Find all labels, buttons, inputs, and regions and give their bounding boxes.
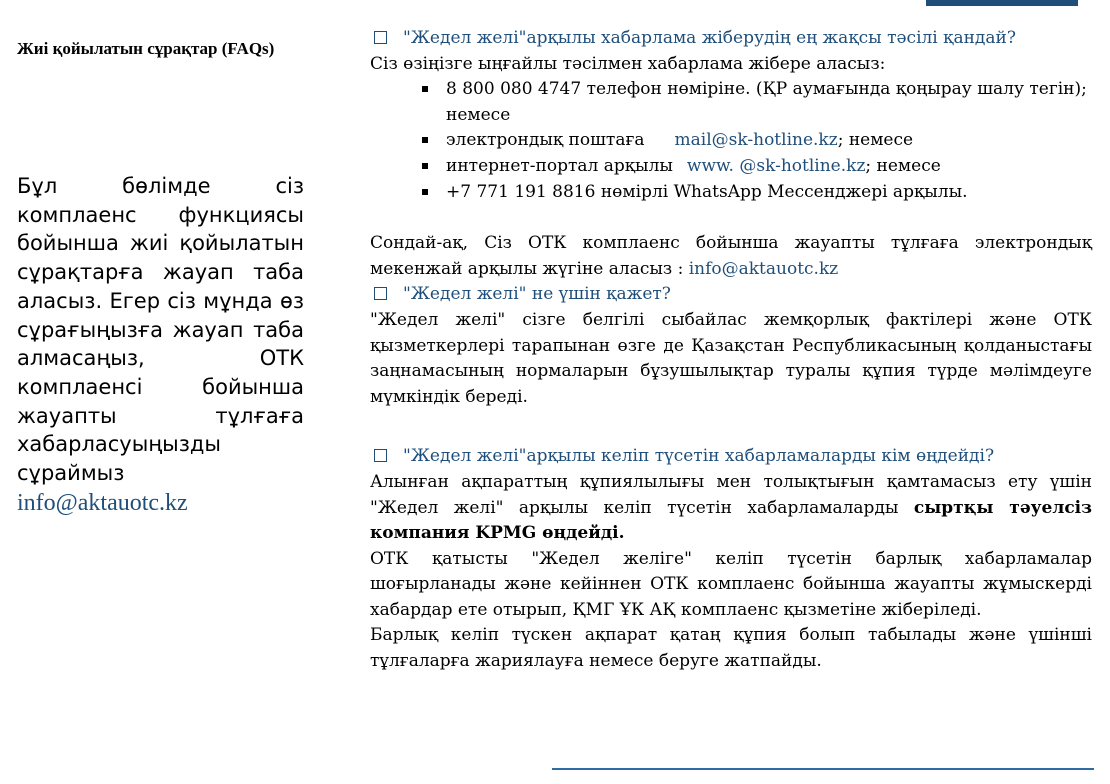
top-accent-bar [926,0,1078,6]
bullet-icon [422,86,428,92]
spacer [370,436,1092,444]
spacer [370,205,1092,231]
contact-phone-text: 8 800 080 4747 телефон нөміріне. (ҚР аумағында қоңырау шалу тегін); немесе [446,79,1087,125]
left-intro [17,172,304,518]
contact-email-label: электрондық поштаға [446,130,645,151]
question-3-p2: ОТК қатысты "Жедел желіге" келіп түсетін барлық хабарламалар шоғырланады және кейіннен ОТК комплаенс бойынша жауапты жұмыскерді хабардар ете отырып, ҚМГ ҰК АҚ комплаенс қызметіне жіберіледі. [370,548,1092,620]
also-email-link[interactable]: info@aktauotc.kz [688,258,839,279]
question-1-intro: Сіз өзіңізге ыңғайлы тәсілмен хабарлама жібере аласыз: [370,53,886,74]
faq-title: Жиі қойылатын сұрақтар (FAQs) [17,39,275,58]
question-3-p3: Барлық келіп түскен ақпарат қатаң құпия болып табылады және үшінші тұлғаларға жариялауға немесе беруге жатпайды. [370,625,1092,672]
bullet-icon [422,189,428,195]
spacer [370,410,1092,436]
question-3 [370,444,1092,470]
left-column [17,38,304,518]
contact-whatsapp-text: +7 771 191 8816 нөмірлі WhatsApp Мессенджері арқылы. [446,181,968,202]
contact-portal [422,154,1092,180]
left-intro-text: Бұл бөлімде сіз комплаенс функциясы бойынша жиі қойылатын сұрақтарға жауап таба аласыз. Егер сіз мұнда өз сұрағыңызға жауап таба алмасаңыз, ОТК комплаенсі бойынша жауапты тұлғаға хабарласуыңызды сұраймыз [17,174,304,486]
question-1 [370,26,1092,52]
question-3-text: "Жедел желі"арқылы келіп түсетін хабарламаларды кім өңдейді? [403,446,995,467]
question-1-text: "Жедел желі"арқылы хабарлама жіберудің ең жақсы тәсілі қандай? [403,28,1016,48]
contact-list [370,77,1092,205]
right-column [370,26,1092,675]
hotline-email-link[interactable]: mail@sk-hotline.kz [674,130,838,151]
hotline-portal-link[interactable]: www. @sk-hotline.kz [686,155,866,176]
contact-portal-label: интернет-портал арқылы [446,155,673,176]
left-email-link[interactable]: info@aktauotc.kz [17,489,188,516]
bullet-icon [422,137,428,143]
contact-email-suffix: ; немесе [837,130,914,151]
question-2-answer: "Жедел желі" сізге белгілі сыбайлас жемқорлық фактілері және ОТК қызметкерлері тарапынан өзге де Қазақстан Республикасының қолданыстағы заңнамасының нормаларын бұзушылықтар туралы құпия түрде мәлімдеуге мүмкіндік береді. [370,309,1092,407]
contact-email [422,128,1092,154]
question-2-text: "Жедел желі" не үшін қажет? [403,284,671,305]
question-1-also [370,231,1092,282]
checkbox-icon [374,31,387,44]
question-3-p1 [370,470,1092,547]
bullet-icon [422,163,428,169]
question-3-p1-text: Алынған ақпараттың құпиялылығы мен толықтығын қамтамасыз ету үшін "Жедел желі" арқылы келіп түсетін хабарламаларды [370,471,1092,518]
contact-whatsapp [422,180,1092,206]
question-2 [370,282,1092,308]
question-3-p1-bold: сыртқы тәуелсіз компания KPMG өңдейді. [370,497,1092,544]
checkbox-icon [374,287,387,300]
contact-portal-suffix: ; немесе [865,155,941,176]
also-text: Сондай-ақ, Сіз ОТК комплаенс бойынша жауапты тұлғаға электрондық мекенжай арқылы жүгіне аласыз : [370,233,1092,279]
checkbox-icon [374,449,387,462]
bottom-rule [552,768,1094,770]
contact-phone [422,77,1092,128]
